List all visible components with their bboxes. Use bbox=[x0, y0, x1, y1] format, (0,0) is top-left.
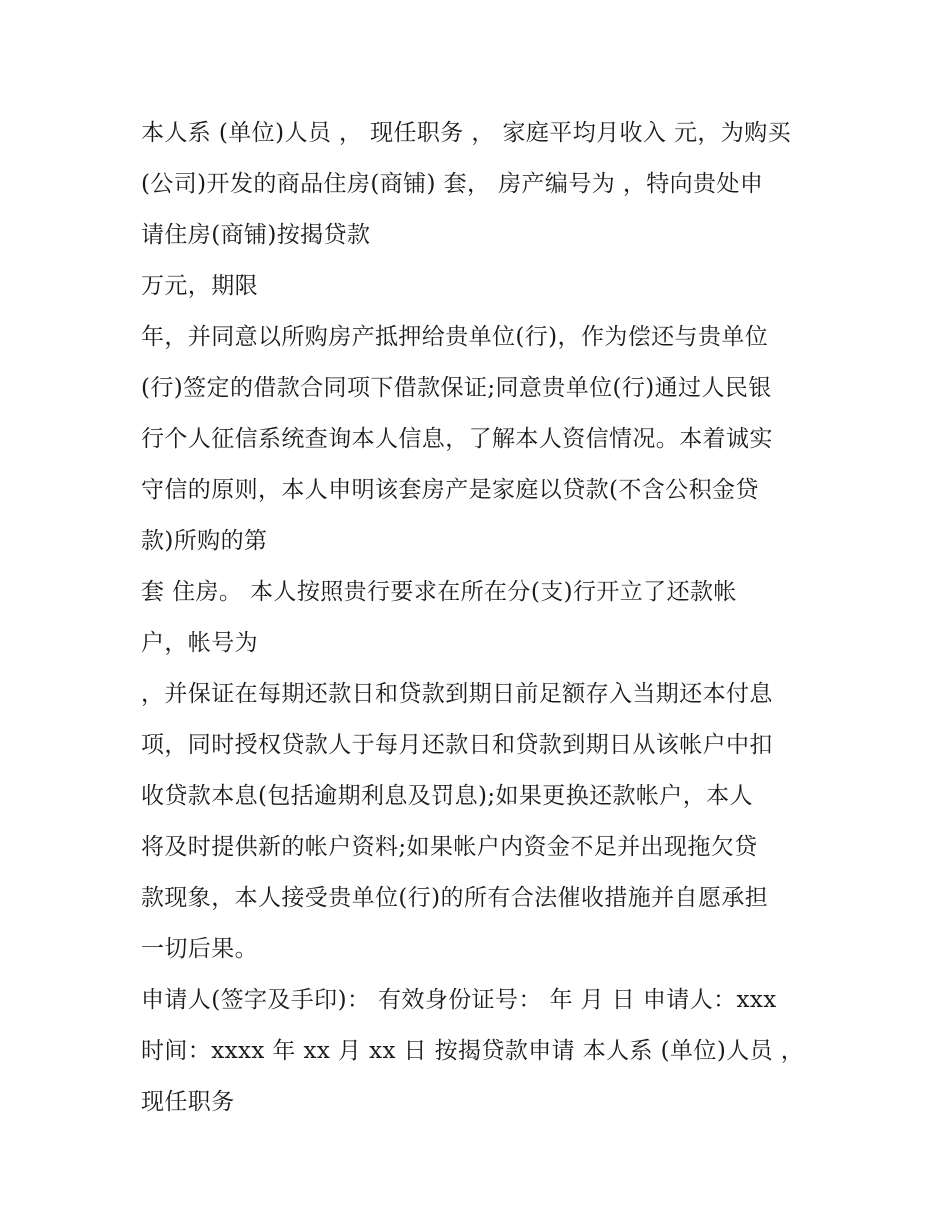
text-line: 款)所购的第 bbox=[141, 528, 268, 554]
body-text bbox=[141, 108, 821, 1128]
text-line: 收贷款本息(包括逾期利息及罚息);如果更换还款帐户，本人 bbox=[141, 783, 753, 809]
text-line: 款现象，本人接受贵单位(行)的所有合法催收措施并自愿承担 bbox=[141, 885, 769, 911]
text-line: 套 住房。 本人按照贵行要求在所在分(支)行开立了还款帐 bbox=[141, 579, 737, 605]
date-line: 时间：xxxx 年 xx 月 xx 日 按揭贷款申请 本人系 (单位)人员 ， bbox=[141, 1038, 805, 1064]
text-line: 守信的原则，本人申明该套房产是家庭以贷款(不含公积金贷 bbox=[141, 477, 759, 503]
text-line: 请住房(商铺)按揭贷款 bbox=[141, 222, 371, 248]
text-line: (行)签定的借款合同项下借款保证;同意贵单位(行)通过人民银 bbox=[141, 375, 772, 401]
text-line: (公司)开发的商品住房(商铺) 套， 房产编号为 ，特向贵处申 bbox=[141, 171, 764, 197]
text-line: 一切后果。 bbox=[141, 936, 258, 962]
signature-line: 申请人(签字及手印)： 有效身份证号： 年 月 日 申请人：xxx bbox=[141, 987, 777, 1013]
text-line: 将及时提供新的帐户资料;如果帐户内资金不足并出现拖欠贷 bbox=[141, 834, 758, 860]
text-line: 项，同时授权贷款人于每月还款日和贷款到期日从该帐户中扣 bbox=[141, 732, 773, 758]
text-line: 行个人征信系统查询本人信息，了解本人资信情况。本着诚实 bbox=[141, 426, 773, 452]
text-line: 户，帐号为 bbox=[141, 630, 258, 656]
text-line: 本人系 (单位)人员 ， 现任职务 ， 家庭平均月收入 元，为购买 bbox=[141, 120, 792, 146]
text-line: 现任职务 bbox=[141, 1089, 235, 1115]
text-line: 万元，期限 bbox=[141, 273, 258, 299]
text-line: ，并保证在每期还款日和贷款到期日前足额存入当期还本付息 bbox=[141, 681, 773, 707]
text-line: 年，并同意以所购房产抵押给贵单位(行)，作为偿还与贵单位 bbox=[141, 324, 769, 350]
